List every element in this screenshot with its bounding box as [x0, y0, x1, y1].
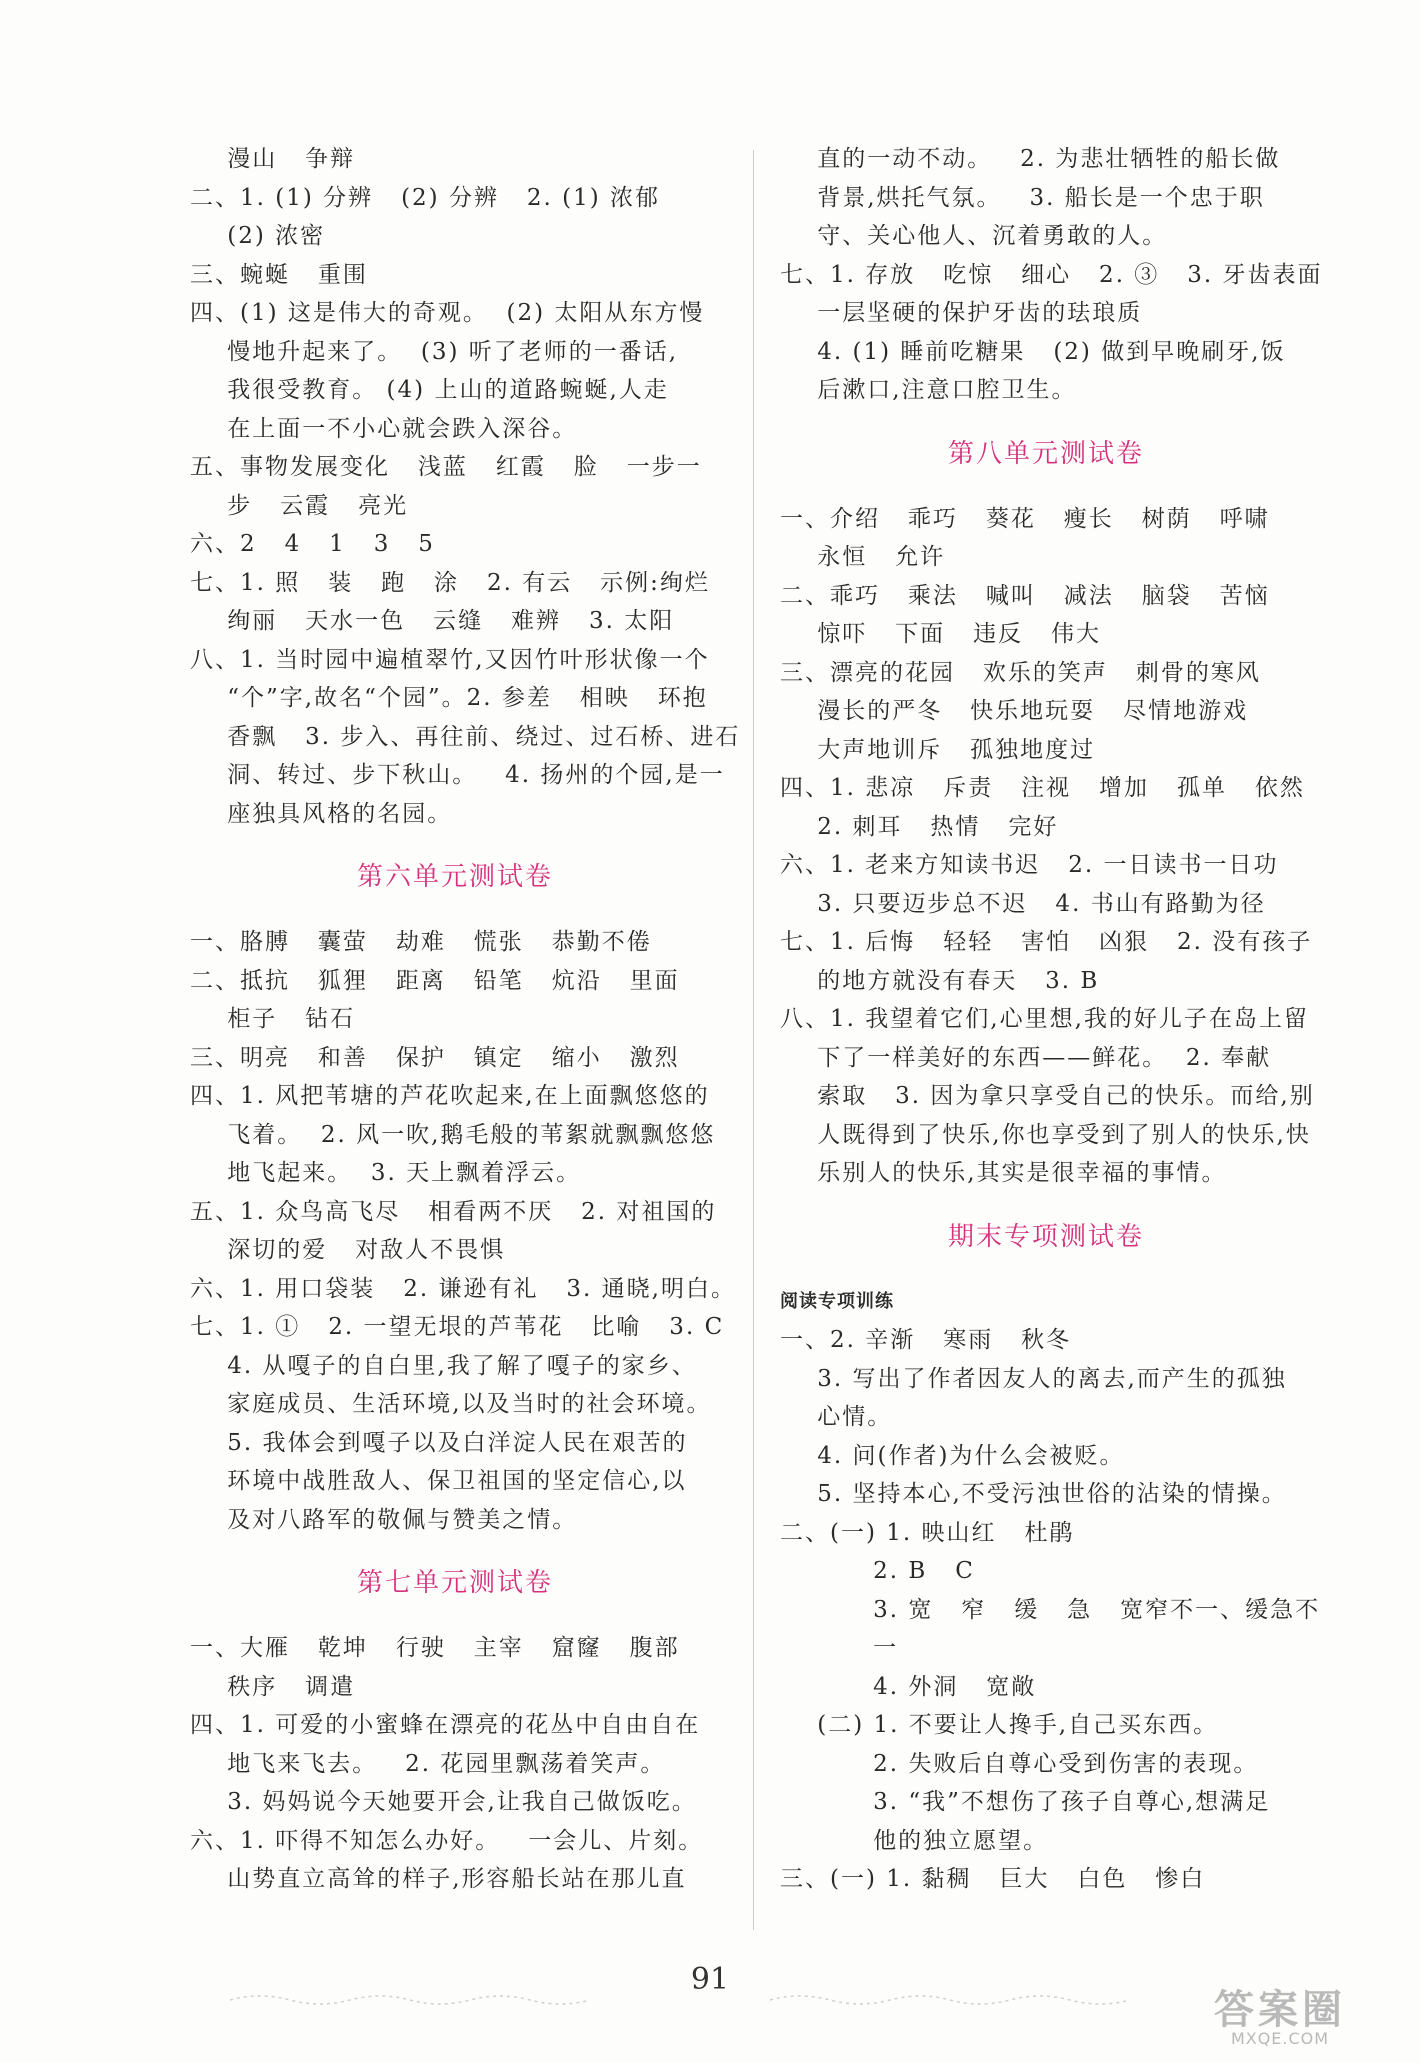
answer-line: 柜子 钻石 — [190, 1006, 356, 1032]
answer-line: 心情。 — [780, 1404, 893, 1430]
answer-line: 2. B C — [780, 1558, 975, 1584]
answer-block — [780, 500, 1315, 1193]
right-column — [780, 140, 1323, 1899]
answer-line: 四、(1) 这是伟大的奇观。 (2) 太阳从东方慢 — [190, 300, 705, 326]
answer-line: 五、1. 众鸟高飞尽 相看两不厌 2. 对祖国的 — [190, 1198, 717, 1225]
answer-line: 秩序 调遣 — [190, 1673, 356, 1700]
answer-line: 八、1. 我望着它们,心里想,我的好儿子在岛上留 — [780, 1006, 1309, 1032]
answer-line: 六、2 4 1 3 5 — [190, 531, 435, 557]
answer-line: 家庭成员、生活环境,以及当时的社会环境。 — [190, 1391, 712, 1417]
answer-line: 三、蜿蜒 重围 — [190, 261, 368, 288]
answer-line: 二、1. (1) 分辨 (2) 分辨 2. (1) 浓郁 — [190, 184, 661, 211]
answer-line: 守、关心他人、沉着勇敢的人。 — [780, 223, 1168, 249]
answer-line: 二、抵抗 狐狸 距离 铅笔 炕沿 里面 — [190, 967, 680, 994]
answer-line: 三、明亮 和善 保护 镇定 缩小 激烈 — [190, 1044, 680, 1071]
answer-block — [780, 1321, 1321, 1899]
answer-block — [190, 1629, 720, 1899]
answer-block — [190, 923, 736, 1539]
answer-line: 4. 从嘎子的自白里,我了解了嘎子的家乡、 — [190, 1352, 697, 1379]
answer-block — [780, 140, 1323, 410]
answer-line: 三、漂亮的花园 欢乐的笑声 刺骨的寒风 — [780, 659, 1261, 686]
answer-line: 慢地升起来了。 (3) 听了老师的一番话, — [190, 338, 679, 365]
answer-line: 背景,烘托气氛。 3. 船长是一个忠于职 — [780, 184, 1265, 211]
answer-line: 永恒 允许 — [780, 544, 946, 570]
answer-line: 漫长的严冬 快乐地玩耍 尽情地游戏 — [780, 698, 1249, 724]
answer-line: 八、1. 当时园中遍植翠竹,又因竹叶形状像一个 — [190, 646, 710, 673]
answer-line: 地飞来飞去。 2. 花园里飘荡着笑声。 — [190, 1750, 666, 1777]
answer-line: 六、1. 用口袋装 2. 谦逊有礼 3. 通晓,明白。 — [190, 1275, 736, 1302]
answer-line: 二、乖巧 乘法 喊叫 减法 脑袋 苦恼 — [780, 582, 1270, 609]
answer-line: 2. 刺耳 热情 完好 — [780, 813, 1059, 840]
answer-line: 惊吓 下面 违反 伟大 — [780, 621, 1102, 647]
answer-line: 后漱口,注意口腔卫生。 — [780, 377, 1077, 403]
answer-line: 三、(一) 1. 黏稠 巨大 白色 惨白 — [780, 1866, 1206, 1892]
answer-line: 五、事物发展变化 浅蓝 红霞 脸 一步一 — [190, 454, 702, 480]
answer-line: 及对八路军的敬佩与赞美之情。 — [190, 1506, 578, 1533]
answer-line: 我很受教育。 (4) 上山的道路蜿蜒,人走 — [190, 377, 669, 403]
section-title-final: 期末专项测试卷 — [947, 1221, 1144, 1252]
column-divider — [753, 150, 754, 1930]
answer-line: 七、1. 存放 吃惊 细心 2. ③ 3. 牙齿表面 — [780, 261, 1323, 288]
watermark-logo: 答案圈 — [1214, 1987, 1346, 2033]
answer-line: (二) 1. 不要让人搀手,自己买东西。 — [780, 1712, 1219, 1738]
answer-line: 深切的爱 对敌人不畏惧 — [190, 1237, 506, 1263]
answer-line: 索取 3. 因为拿只享受自己的快乐。而给,别 — [780, 1083, 1315, 1109]
answer-line: 山势直立高耸的样子,形容船长站在那儿直 — [190, 1866, 687, 1892]
answer-line: 六、1. 吓得不知怎么办好。 一会儿、片刻。 — [190, 1827, 704, 1854]
answer-line: 一、胳膊 囊萤 劫难 慌张 恭勤不倦 — [190, 929, 652, 955]
answer-line: 一、2. 辛渐 寒雨 秋冬 — [780, 1327, 1072, 1353]
answer-line: 3. 宽 窄 缓 急 宽窄不一、缓急不 — [780, 1596, 1321, 1623]
section-title-unit6: 第六单元测试卷 — [356, 862, 553, 892]
answer-line: 七、1. 照 装 跑 涂 2. 有云 示例:绚烂 — [190, 569, 710, 596]
answer-line: 3. 写出了作者因友人的离去,而产生的孤独 — [780, 1365, 1287, 1392]
answer-line: 香飘 3. 步入、再往前、绕过、过石桥、进石 — [190, 723, 741, 750]
answer-line: 二、(一) 1. 映山红 杜鹃 — [780, 1519, 1075, 1546]
answer-line: 3. 妈妈说今天她要开会,让我自己做饭吃。 — [190, 1789, 697, 1815]
answer-line: 大声地训斥 孤独地度过 — [780, 736, 1096, 763]
answer-line: 洞、转过、步下秋山。 4. 扬州的个园,是一 — [190, 762, 725, 788]
answer-line: 七、1. ① 2. 一望无垠的芦苇花 比喻 3. C — [190, 1314, 725, 1340]
watermark-url: MXQE.COM — [1230, 2029, 1330, 2048]
decorative-border — [230, 1990, 1130, 2010]
answer-line: 四、1. 风把苇塘的芦花吹起来,在上面飘悠悠的 — [190, 1083, 710, 1109]
answer-line: 2. 失败后自尊心受到伤害的表现。 — [780, 1750, 1259, 1777]
watermark — [1180, 1987, 1380, 2048]
answer-line: “个”字,故名“个园”。2. 参差 相映 环抱 — [190, 685, 708, 711]
answer-line: 漫山 争辩 — [190, 146, 356, 172]
answer-line: 直的一动不动。 2. 为悲壮牺牲的船长做 — [780, 146, 1281, 172]
answer-line: 四、1. 可爱的小蜜蜂在漂亮的花丛中自由自在 — [190, 1712, 701, 1738]
answer-line: 5. 我体会到嘎子以及白洋淀人民在艰苦的 — [190, 1429, 688, 1456]
answer-line: 七、1. 后悔 轻轻 害怕 凶狠 2. 没有孩子 — [780, 929, 1313, 955]
answer-line: 步 云霞 亮光 — [190, 492, 409, 519]
answer-line: 他的独立愿望。 — [780, 1827, 1049, 1854]
answer-line: 一、大雁 乾坤 行驶 主宰 窟窿 腹部 — [190, 1635, 680, 1661]
answer-line: 4. 问(作者)为什么会被贬。 — [780, 1442, 1125, 1469]
left-column — [190, 140, 741, 1899]
answer-line: 座独具风格的名园。 — [190, 800, 453, 827]
answer-line: 一、介绍 乖巧 葵花 瘦长 树荫 呼啸 — [780, 505, 1270, 532]
section-title-unit8: 第八单元测试卷 — [947, 438, 1144, 469]
answer-line: 的地方就没有春天 3. B — [780, 967, 1100, 994]
answer-line: 六、1. 老来方知读书迟 2. 一日读书一日功 — [780, 852, 1279, 878]
answer-line: 四、1. 悲凉 斥责 注视 增加 孤单 依然 — [780, 775, 1305, 801]
answer-line: 绚丽 天水一色 云缝 难辨 3. 太阳 — [190, 608, 675, 634]
answer-block — [190, 140, 741, 833]
answer-line: 环境中战胜敌人、保卫祖国的坚定信心,以 — [190, 1468, 687, 1494]
answer-line: 下了一样美好的东西——鲜花。 2. 奉献 — [780, 1044, 1272, 1071]
reading-heading: 阅读专项训练 — [780, 1290, 894, 1312]
answer-line: 地飞起来。 3. 天上飘着浮云。 — [190, 1160, 582, 1186]
answer-line: 一层坚硬的保护牙齿的珐琅质 — [780, 300, 1143, 326]
answer-line: 4. 外洞 宽敞 — [780, 1673, 1037, 1700]
answer-line: 一 — [780, 1635, 899, 1661]
answer-line: 4. (1) 睡前吃糖果 (2) 做到早晚刷牙,饭 — [780, 338, 1286, 365]
section-title-unit7: 第七单元测试卷 — [356, 1568, 553, 1598]
answer-line: 飞着。 2. 风一吹,鹅毛般的苇絮就飘飘悠悠 — [190, 1121, 716, 1148]
answer-line: 人既得到了快乐,你也享受到了别人的快乐,快 — [780, 1121, 1311, 1148]
answer-line: 乐别人的快乐,其实是很幸福的事情。 — [780, 1160, 1227, 1186]
answer-line: 在上面一不小心就会跌入深谷。 — [190, 415, 578, 442]
answer-line: 3. 只要迈步总不迟 4. 书山有路勤为径 — [780, 890, 1266, 917]
page-number: 91 — [690, 1962, 730, 1997]
answer-line: (2) 浓密 — [190, 223, 326, 249]
answer-line: 3. “我”不想伤了孩子自尊心,想满足 — [780, 1789, 1271, 1815]
answer-line: 5. 坚持本心,不受污浊世俗的沾染的情操。 — [780, 1481, 1287, 1507]
